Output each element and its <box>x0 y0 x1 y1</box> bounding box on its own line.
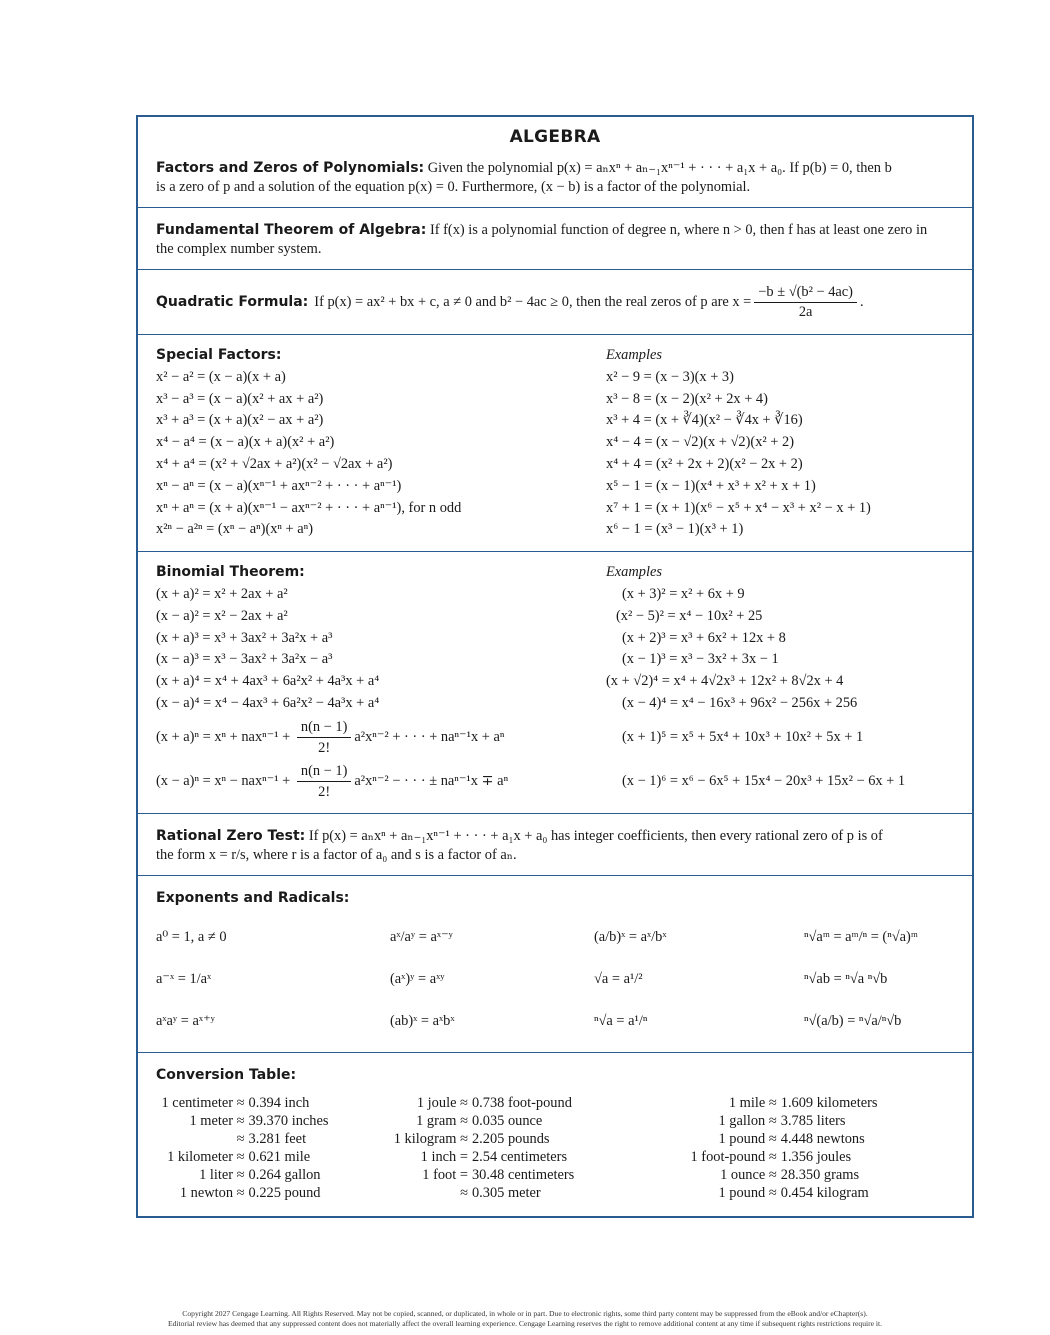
rational-zero-text <box>156 824 954 865</box>
conversion-unit: 1 gram ≈ <box>416 1113 468 1130</box>
binomial-rules <box>156 562 606 803</box>
binomial-coefficient <box>297 718 351 757</box>
quadratic-formula <box>156 280 954 324</box>
conversion-value: 0.225 pound <box>248 1185 321 1202</box>
special-factors-heading: Special Factors: <box>156 347 282 363</box>
binomial-general-plus-tail: a²xⁿ⁻² + · · · + naⁿ⁻¹x + aⁿ <box>354 728 505 745</box>
fta-text <box>156 218 954 259</box>
conversion-value: 0.454 kilogram <box>780 1185 869 1202</box>
conversion-value: 2.54 centimeters <box>471 1149 568 1166</box>
fta-text-1: If f(x) is a polynomial function of degree n, where n > 0, then f has at least one zero in <box>429 222 928 238</box>
binomial-example: (x² − 5)² = x⁴ − 10x² + 25 <box>616 607 763 624</box>
conversion-value: 0.264 gallon <box>248 1167 321 1184</box>
conversion-unit: 1 foot = <box>422 1167 468 1184</box>
quadratic-fraction <box>754 284 857 321</box>
binomial-example: (x + 1)⁵ = x⁵ + 5x⁴ + 10x³ + 10x² + 5x + 1 <box>622 728 864 745</box>
special-factor-example: x⁴ − 4 = (x − √2)(x + √2)(x² + 2) <box>606 434 794 451</box>
conversion-value: 4.448 newtons <box>780 1131 865 1148</box>
conversion-value: 39.370 inches <box>248 1113 329 1130</box>
exponents-heading: Exponents and Radicals: <box>156 889 350 906</box>
exponent-rule: ⁿ√a = a¹/ⁿ <box>594 1012 648 1029</box>
binomial-rule: (x + a)² = x² + 2ax + a² <box>156 585 288 602</box>
rational-zero-section <box>138 813 972 875</box>
exponent-rule: ⁿ√aᵐ = aᵐ/ⁿ = (ⁿ√a)ᵐ <box>804 928 918 945</box>
binomial-examples <box>606 562 954 803</box>
binomial-rule: (x − a)³ = x³ − 3ax² + 3a²x − a³ <box>156 651 333 668</box>
conversion-column-2 <box>334 1094 634 1202</box>
conversion-column-3 <box>634 1094 934 1202</box>
exponent-rule: √a = a¹/² <box>594 970 643 987</box>
special-factors-rules <box>156 345 606 541</box>
binomial-section <box>138 551 972 813</box>
binomial-example: (x − 1)⁶ = x⁶ − 6x⁵ + 15x⁴ − 20x³ + 15x² − 6x + 1 <box>622 772 906 789</box>
exponent-rule: (ab)ˣ = aˣbˣ <box>390 1012 455 1029</box>
special-factor-rule: xⁿ − aⁿ = (x − a)(xⁿ⁻¹ + axⁿ⁻² + · · · + aⁿ⁻¹) <box>156 477 402 494</box>
copyright-footer <box>0 1309 1050 1329</box>
conversion-value: 0.035 ounce <box>471 1113 543 1130</box>
binomial-example: (x + 3)² = x² + 6x + 9 <box>622 585 745 602</box>
binomial-example: (x − 1)³ = x³ − 3x² + 3x − 1 <box>622 651 779 668</box>
factors-section <box>138 117 972 207</box>
exponents-section <box>138 875 972 1052</box>
special-factor-rule: xⁿ + aⁿ = (x + a)(xⁿ⁻¹ − axⁿ⁻² + · · · + aⁿ⁻¹), for n odd <box>156 499 462 516</box>
binomial-rule: (x + a)⁴ = x⁴ + 4ax³ + 6a²x² + 4a³x + a⁴ <box>156 673 380 690</box>
binomial-rule: (x + a)³ = x³ + 3ax² + 3a²x + a³ <box>156 629 333 646</box>
factors-text <box>156 159 954 197</box>
conversion-table <box>156 1094 954 1202</box>
special-factor-example: x⁶ − 1 = (x³ − 1)(x³ + 1) <box>606 521 744 538</box>
quadratic-denominator: 2a <box>798 303 813 320</box>
binomial-coef-numerator: n(n − 1) <box>297 718 351 738</box>
binomial-coef-denominator: 2! <box>318 739 331 756</box>
factors-heading: Factors and Zeros of Polynomials: <box>156 160 425 176</box>
algebra-reference-card <box>136 115 974 1218</box>
conversion-value: 0.621 mile <box>248 1149 311 1166</box>
fta-heading: Fundamental Theorem of Algebra: <box>156 222 427 238</box>
conversion-value: 2.205 pounds <box>471 1131 550 1148</box>
conversion-unit: ≈ <box>460 1185 468 1202</box>
factors-text-1: Given the polynomial p(x) = aₙxⁿ + aₙ₋₁xⁿ⁻¹ + · · · + a₁x + a₀. If p(b) = 0, then b <box>427 160 892 176</box>
conversion-value: 0.305 meter <box>471 1185 541 1202</box>
binomial-example: (x + √2)⁴ = x⁴ + 4√2x³ + 12x² + 8√2x + 4 <box>606 673 844 690</box>
special-factors-examples-label: Examples <box>606 347 662 363</box>
special-factors-section <box>138 334 972 551</box>
page-title: ALGEBRA <box>509 127 601 147</box>
binomial-examples-label: Examples <box>606 564 662 581</box>
rational-zero-text-1: If p(x) = aₙxⁿ + aₙ₋₁xⁿ⁻¹ + · · · + a₁x + a₀ has integer coefficients, then every rational zero of p is of <box>308 827 883 844</box>
exponent-rule: aˣaʸ = aˣ⁺ʸ <box>156 1012 215 1029</box>
binomial-general-minus-tail: a²xⁿ⁻² − · · · ± naⁿ⁻¹x ∓ aⁿ <box>354 772 509 789</box>
special-factor-rule: x²ⁿ − a²ⁿ = (xⁿ − aⁿ)(xⁿ + aⁿ) <box>156 521 313 538</box>
binomial-rule: (x − a)⁴ = x⁴ − 4ax³ + 6a²x² − 4a³x + a⁴ <box>156 694 380 711</box>
fta-text-2: the complex number system. <box>156 241 322 257</box>
conversion-unit: 1 foot-pound ≈ <box>690 1149 777 1166</box>
conversion-unit: 1 gallon ≈ <box>718 1113 777 1130</box>
rational-zero-text-2: the form x = r/s, where r is a factor of a₀ and s is a factor of aₙ. <box>156 846 517 863</box>
conversion-value: 3.281 feet <box>248 1131 307 1148</box>
binomial-example: (x − 4)⁴ = x⁴ − 16x³ + 96x² − 256x + 256 <box>622 694 858 711</box>
binomial-rule: (x − a)² = x² − 2ax + a² <box>156 607 288 624</box>
copyright-line-1: Copyright 2027 Cengage Learning. All Rights Reserved. May not be copied, scanned, or duplicated, in whole or in part. Due to electronic rights, some third party content may be suppressed from the eBook and/or eChapter(s). <box>182 1309 868 1318</box>
conversion-unit: 1 newton ≈ <box>179 1185 245 1202</box>
conversion-unit: 1 centimeter ≈ <box>161 1095 245 1112</box>
special-factor-example: x³ + 4 = (x + ∛4)(x² − ∛4x + ∛16) <box>606 412 803 429</box>
exponent-rule: ⁿ√(a/b) = ⁿ√a/ⁿ√b <box>804 1012 902 1029</box>
binomial-example: (x + 2)³ = x³ + 6x² + 12x + 8 <box>622 629 786 646</box>
conversion-heading: Conversion Table: <box>156 1066 297 1083</box>
special-factor-example: x² − 9 = (x − 3)(x + 3) <box>606 368 734 385</box>
exponent-rule: (aˣ)ʸ = aˣʸ <box>390 970 445 987</box>
conversion-unit: 1 mile ≈ <box>728 1095 777 1112</box>
conversion-unit: 1 kilogram ≈ <box>393 1131 468 1148</box>
conversion-value: 30.48 centimeters <box>471 1167 575 1184</box>
special-factor-example: x⁵ − 1 = (x − 1)(x⁴ + x³ + x² + x + 1) <box>606 477 816 494</box>
special-factor-rule: x⁴ − a⁴ = (x − a)(x + a)(x² + a²) <box>156 434 335 451</box>
exponent-rule: aˣ/aʸ = aˣ⁻ʸ <box>390 928 453 945</box>
quadratic-text: If p(x) = ax² + bx + c, a ≠ 0 and b² − 4ac ≥ 0, then the real zeros of p are x = <box>314 293 752 310</box>
conversion-unit: 1 joule ≈ <box>416 1095 468 1112</box>
special-factor-rule: x² − a² = (x − a)(x + a) <box>156 368 286 385</box>
binomial-general-plus <box>156 715 606 759</box>
conversion-unit: 1 meter ≈ <box>189 1113 245 1130</box>
exponent-rule: (a/b)ˣ = aˣ/bˣ <box>594 928 667 945</box>
binomial-coef-numerator: n(n − 1) <box>297 762 351 782</box>
conversion-unit: 1 pound ≈ <box>718 1131 777 1148</box>
conversion-value: 0.738 foot-pound <box>471 1095 572 1112</box>
conversion-value: 3.785 liters <box>780 1113 846 1130</box>
copyright-line-2: Editorial review has deemed that any suppressed content does not materially affect the overall learning experience. Cengage Learning reserves the right to remove additional content at any time if subsequent rights restrictions require it. <box>167 1319 883 1328</box>
special-factor-example: x⁴ + 4 = (x² + 2x + 2)(x² − 2x + 2) <box>606 455 803 472</box>
conversion-column-1 <box>156 1094 334 1202</box>
exponents-grid <box>156 916 954 1042</box>
conversion-section <box>138 1052 972 1217</box>
factors-text-2: is a zero of p and a solution of the equation p(x) = 0. Furthermore, (x − b) is a factor of the polynomial. <box>156 179 751 195</box>
quadratic-section <box>138 269 972 334</box>
exponent-rule: a⁻ˣ = 1/aˣ <box>156 970 212 987</box>
special-factor-example: x³ − 8 = (x − 2)(x² + 2x + 4) <box>606 390 768 407</box>
conversion-unit: 1 pound ≈ <box>718 1185 777 1202</box>
quadratic-numerator: −b ± √(b² − 4ac) <box>754 284 857 303</box>
conversion-unit: 1 ounce ≈ <box>720 1167 777 1184</box>
binomial-general-minus <box>156 759 606 803</box>
conversion-unit: 1 inch = <box>420 1149 468 1166</box>
special-factor-example: x⁷ + 1 = (x + 1)(x⁶ − x⁵ + x⁴ − x³ + x² − x + 1) <box>606 499 871 516</box>
quadratic-heading: Quadratic Formula: <box>156 294 309 310</box>
rational-zero-heading: Rational Zero Test: <box>156 827 306 844</box>
conversion-unit: ≈ <box>236 1131 245 1148</box>
binomial-general-minus-lead: (x − a)ⁿ = xⁿ − naxⁿ⁻¹ + <box>156 772 291 789</box>
exponent-rule: ⁿ√ab = ⁿ√a ⁿ√b <box>804 970 888 987</box>
conversion-unit: 1 kilometer ≈ <box>167 1149 245 1166</box>
binomial-heading: Binomial Theorem: <box>156 564 305 581</box>
special-factor-rule: x⁴ + a⁴ = (x² + √2ax + a²)(x² − √2ax + a²) <box>156 455 393 472</box>
conversion-value: 28.350 grams <box>780 1167 860 1184</box>
exponent-rule: a⁰ = 1, a ≠ 0 <box>156 928 227 945</box>
fta-section <box>138 207 972 269</box>
binomial-coefficient <box>297 762 351 801</box>
special-factor-rule: x³ + a³ = (x + a)(x² − ax + a²) <box>156 412 324 429</box>
binomial-general-plus-lead: (x + a)ⁿ = xⁿ + naxⁿ⁻¹ + <box>156 728 291 745</box>
special-factor-rule: x³ − a³ = (x − a)(x² + ax + a²) <box>156 390 324 407</box>
conversion-unit: 1 liter ≈ <box>199 1167 245 1184</box>
binomial-coef-denominator: 2! <box>318 783 331 800</box>
quadratic-end: . <box>859 293 864 310</box>
special-factors-examples <box>606 345 954 541</box>
conversion-value: 0.394 inch <box>248 1095 310 1112</box>
conversion-value: 1.356 joules <box>780 1149 852 1166</box>
conversion-value: 1.609 kilometers <box>780 1095 878 1112</box>
